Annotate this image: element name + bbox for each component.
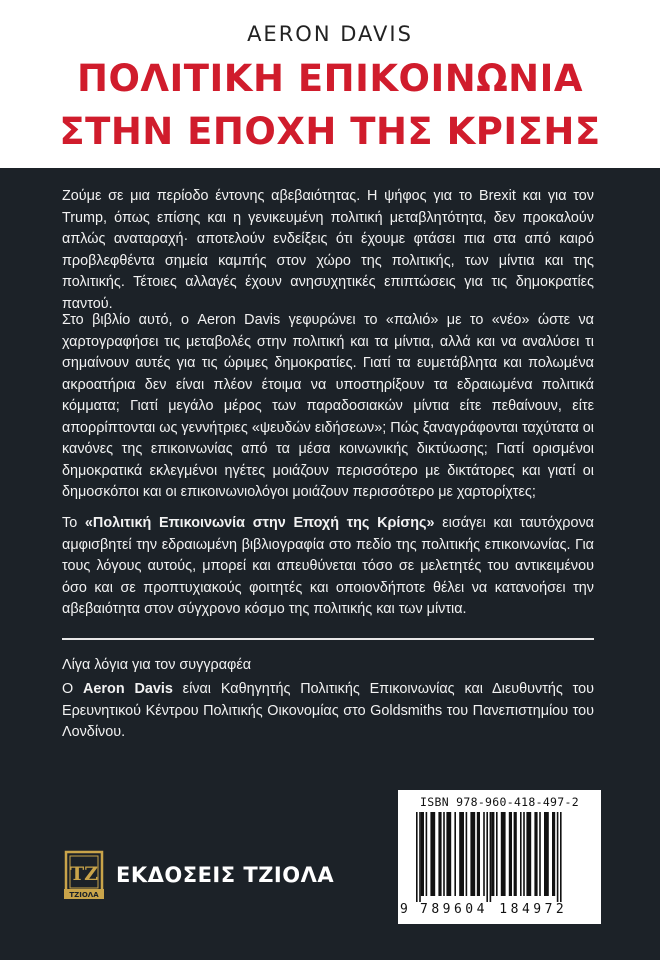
blurb-paragraph-2 xyxy=(62,310,594,504)
blurb-paragraph-3 xyxy=(62,513,594,621)
blurb-text-1: Ζούμε σε μια περίοδο έντονης αβεβαιότητας. Η ψήφος για το Brexit και για τον Trump, όπως επίσης και η γενικευμένη πολιτική μεταβλητότητα, δεν προκαλούν απλώς αναταραχή· αποτελούν ενδείξεις ότι έχουμε φτάσει πια στα από καιρό προβλεφθέντα σημεία καμπής στον χώρο της πολιτικής, των μίντια και της πολιτικής. Τέτοιες αλλαγές έχουν ανησυχητικές επιπτώσεις για τις δημοκρατίες παντού. xyxy=(62,188,594,312)
isbn-barcode xyxy=(398,790,601,924)
logo-monogram: ΤΖ xyxy=(69,863,99,885)
publisher-logo xyxy=(62,848,106,900)
about-author-heading: Λίγα λόγια για τον συγγραφέα xyxy=(62,657,252,673)
ean-remaining-digits: 789604 184972 xyxy=(420,902,568,917)
about-author-name: Aeron Davis xyxy=(83,681,173,697)
ean-first-digit: 9 xyxy=(400,902,408,917)
barcode-bars xyxy=(412,812,588,902)
blurb-text-2: Στο βιβλίο αυτό, ο Aeron Davis γεφυρώνει το «παλιό» με το «νέο» ώστε να χαρτογραφήσει τις μεταβολές στην πολιτική και τα μίντια, αλλά και να αναλύσει τι σημαίνουν αυτές για τις ώριμες δημοκρατίες. Γιατί τα ευμετάβλητα και πολωμένα ακροατήρια δεν είναι πλέον έτοιμα να υποστηρίξουν τα εδραιωμένα πολιτικά κόμματα; Γιατί μεγάλο μέρος των παραδοσιακών μίντια είτε πεθαίνουν, είτε απορρίπτονται ως γεννήτριες «ψευδών ειδήσεων»; Πώς ξαναγράφονται ταχύτατα οι κανόνες της επικοινωνίας από τα μέσα κοινωνικής δικτύωσης; Γιατί ορισμένοι δημοκρατικά εκλεγμένοι ηγέτες μοιάζουν περισσότερο με δικτάτορες και γιατί οι δημοσκόποι και οι επικοινωνιολόγοι μοιάζουν περισσότερο με χαρτορίχτες; xyxy=(62,312,594,500)
about-author-text xyxy=(62,679,594,744)
blurb-paragraph-1 xyxy=(62,186,594,315)
section-divider xyxy=(62,638,594,640)
blurb-text-3 xyxy=(62,513,594,621)
logo-text: ΤΖΙΟΛΑ xyxy=(69,891,99,899)
about-author-paragraph xyxy=(62,679,594,744)
isbn-label: ISBN 978-960-418-497-2 xyxy=(420,795,579,809)
cover-header xyxy=(0,0,660,168)
about-start: Ο xyxy=(62,681,84,697)
book-title-line-2: ΣΤΗΝ ΕΠΟΧΗ ΤΗΣ ΚΡΙΣΗΣ xyxy=(59,110,601,153)
about-rest: είναι Καθηγητής Πολιτικής Επικοινωνίας και Διευθυντής του Ερευνητικού Κέντρου Πολιτικής Οικονομίας στο Goldsmiths του Πανεπιστημίου του Λονδίνου. xyxy=(62,681,594,740)
publisher-logo-icon xyxy=(62,848,106,900)
book-title-line-1: ΠΟΛΙΤΙΚΗ ΕΠΙΚΟΙΝΩΝΙΑ xyxy=(76,57,584,100)
blurb-book-title: «Πολιτική Επικοινωνία στην Εποχή της Κρίσης» xyxy=(84,515,435,531)
publisher-name: ΕΚΔΟΣΕΙΣ ΤΖΙΟΛΑ xyxy=(116,863,335,887)
author-name: AERON DAVIS xyxy=(247,22,413,46)
blurb-p3-rest: εισάγει και ταυτόχρονα αμφισβητεί την εδραιωμένη βιβλιογραφία στο πεδίο της πολιτικής επικοινωνίας. Για τους λόγους αυτούς, μπορεί και απευθύνεται τόσο σε μελετητές του αντικειμένου όσο και σε προπτυχιακούς φοιτητές και οποιονδήποτε θέλει να κατανοήσει την αβεβαιότητα στον σύγχρονο κόσμο της πολιτικής και των μίντια. xyxy=(62,515,594,617)
blurb-p3-start: Το xyxy=(62,515,85,531)
blurb-panel xyxy=(0,168,660,960)
